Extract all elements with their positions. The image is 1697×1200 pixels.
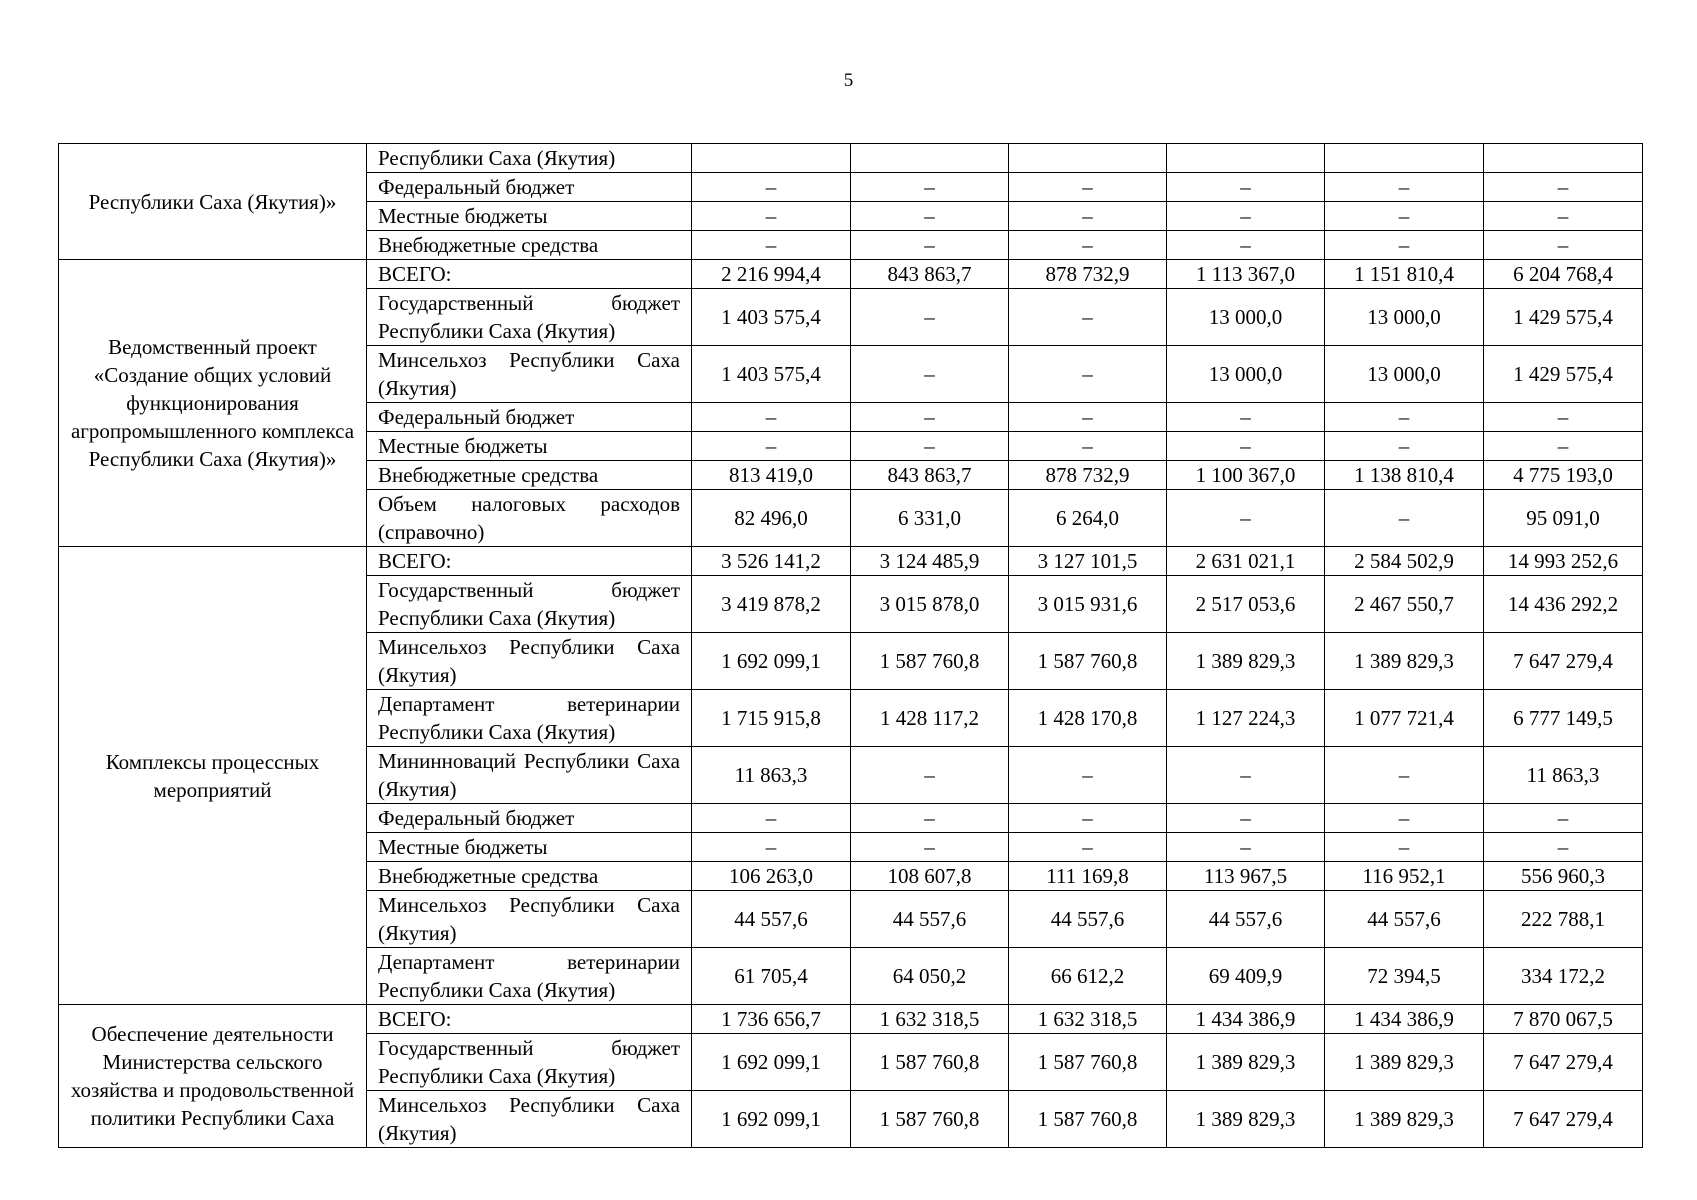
program-name-cell: Республики Саха (Якутия)» bbox=[59, 144, 367, 260]
value-cell: 1 692 099,1 bbox=[692, 1034, 851, 1091]
value-cell: – bbox=[1325, 173, 1484, 202]
funding-source-cell: Департамент ветеринарии Республики Саха (Якутия) bbox=[367, 948, 692, 1005]
value-cell: 11 863,3 bbox=[1484, 747, 1643, 804]
value-cell: 1 151 810,4 bbox=[1325, 260, 1484, 289]
value-cell: – bbox=[1325, 432, 1484, 461]
value-cell: 111 169,8 bbox=[1009, 862, 1167, 891]
value-cell bbox=[1009, 144, 1167, 173]
value-cell: – bbox=[851, 346, 1009, 403]
value-cell: 1 113 367,0 bbox=[1167, 260, 1325, 289]
value-cell: 6 777 149,5 bbox=[1484, 690, 1643, 747]
value-cell: – bbox=[1484, 231, 1643, 260]
value-cell: – bbox=[1325, 804, 1484, 833]
value-cell: 44 557,6 bbox=[1167, 891, 1325, 948]
value-cell: 1 587 760,8 bbox=[1009, 633, 1167, 690]
value-cell: – bbox=[851, 289, 1009, 346]
value-cell: 7 647 279,4 bbox=[1484, 1091, 1643, 1148]
value-cell: – bbox=[851, 804, 1009, 833]
value-cell: – bbox=[1009, 403, 1167, 432]
value-cell: 7 870 067,5 bbox=[1484, 1005, 1643, 1034]
value-cell: – bbox=[1325, 202, 1484, 231]
funding-source-cell: Федеральный бюджет bbox=[367, 173, 692, 202]
value-cell: 878 732,9 bbox=[1009, 461, 1167, 490]
value-cell: 44 557,6 bbox=[692, 891, 851, 948]
value-cell: – bbox=[692, 432, 851, 461]
value-cell: 3 419 878,2 bbox=[692, 576, 851, 633]
value-cell: – bbox=[1167, 202, 1325, 231]
value-cell: 13 000,0 bbox=[1325, 289, 1484, 346]
value-cell: 1 138 810,4 bbox=[1325, 461, 1484, 490]
value-cell: 7 647 279,4 bbox=[1484, 633, 1643, 690]
value-cell bbox=[1325, 144, 1484, 173]
value-cell: – bbox=[1167, 432, 1325, 461]
value-cell: – bbox=[692, 833, 851, 862]
value-cell: – bbox=[1009, 432, 1167, 461]
value-cell: – bbox=[692, 202, 851, 231]
value-cell: 1 403 575,4 bbox=[692, 346, 851, 403]
value-cell: – bbox=[1484, 833, 1643, 862]
value-cell: – bbox=[692, 231, 851, 260]
value-cell: 1 127 224,3 bbox=[1167, 690, 1325, 747]
value-cell bbox=[851, 144, 1009, 173]
value-cell: – bbox=[1167, 833, 1325, 862]
value-cell: 2 467 550,7 bbox=[1325, 576, 1484, 633]
value-cell: 6 264,0 bbox=[1009, 490, 1167, 547]
value-cell: – bbox=[1484, 202, 1643, 231]
value-cell: 13 000,0 bbox=[1167, 289, 1325, 346]
funding-source-cell: Государственный бюджет Республики Саха (Якутия) bbox=[367, 289, 692, 346]
funding-source-cell: Внебюджетные средства bbox=[367, 461, 692, 490]
funding-source-cell: Минсельхоз Республики Саха (Якутия) bbox=[367, 346, 692, 403]
value-cell: 813 419,0 bbox=[692, 461, 851, 490]
funding-source-cell: Федеральный бюджет bbox=[367, 403, 692, 432]
value-cell: – bbox=[1325, 490, 1484, 547]
funding-source-cell: Внебюджетные средства bbox=[367, 231, 692, 260]
value-cell: – bbox=[1167, 403, 1325, 432]
funding-source-cell: Федеральный бюджет bbox=[367, 804, 692, 833]
value-cell: 1 587 760,8 bbox=[1009, 1091, 1167, 1148]
value-cell: 1 428 117,2 bbox=[851, 690, 1009, 747]
value-cell: 843 863,7 bbox=[851, 461, 1009, 490]
value-cell: – bbox=[1167, 231, 1325, 260]
value-cell: 1 389 829,3 bbox=[1325, 1091, 1484, 1148]
funding-source-cell: Объем налоговых расходов (справочно) bbox=[367, 490, 692, 547]
value-cell: 1 429 575,4 bbox=[1484, 289, 1643, 346]
table-row bbox=[59, 260, 1643, 289]
funding-source-cell: Местные бюджеты bbox=[367, 833, 692, 862]
value-cell: 1 429 575,4 bbox=[1484, 346, 1643, 403]
value-cell: 64 050,2 bbox=[851, 948, 1009, 1005]
value-cell: 1 389 829,3 bbox=[1167, 1091, 1325, 1148]
table-row bbox=[59, 144, 1643, 173]
value-cell: 2 631 021,1 bbox=[1167, 547, 1325, 576]
program-name-cell: Комплексы процессных мероприятий bbox=[59, 547, 367, 1005]
value-cell: 1 587 760,8 bbox=[851, 1034, 1009, 1091]
value-cell: 222 788,1 bbox=[1484, 891, 1643, 948]
value-cell: 1 428 170,8 bbox=[1009, 690, 1167, 747]
funding-source-cell: Республики Саха (Якутия) bbox=[367, 144, 692, 173]
value-cell: – bbox=[1009, 289, 1167, 346]
value-cell: 4 775 193,0 bbox=[1484, 461, 1643, 490]
value-cell: – bbox=[851, 231, 1009, 260]
value-cell: 108 607,8 bbox=[851, 862, 1009, 891]
value-cell: 1 403 575,4 bbox=[692, 289, 851, 346]
funding-source-cell: Минсельхоз Республики Саха (Якутия) bbox=[367, 891, 692, 948]
value-cell bbox=[1484, 144, 1643, 173]
value-cell: 1 389 829,3 bbox=[1167, 633, 1325, 690]
value-cell: 113 967,5 bbox=[1167, 862, 1325, 891]
value-cell: 14 993 252,6 bbox=[1484, 547, 1643, 576]
value-cell bbox=[692, 144, 851, 173]
value-cell: – bbox=[692, 403, 851, 432]
value-cell: 1 692 099,1 bbox=[692, 633, 851, 690]
value-cell: 334 172,2 bbox=[1484, 948, 1643, 1005]
value-cell: – bbox=[1484, 173, 1643, 202]
value-cell: – bbox=[1325, 231, 1484, 260]
value-cell: 1 632 318,5 bbox=[1009, 1005, 1167, 1034]
value-cell: 2 216 994,4 bbox=[692, 260, 851, 289]
value-cell: 1 434 386,9 bbox=[1325, 1005, 1484, 1034]
value-cell: 1 100 367,0 bbox=[1167, 461, 1325, 490]
value-cell: 1 587 760,8 bbox=[851, 633, 1009, 690]
budget-table bbox=[58, 143, 1643, 1148]
value-cell: – bbox=[851, 173, 1009, 202]
value-cell: 13 000,0 bbox=[1167, 346, 1325, 403]
value-cell: 7 647 279,4 bbox=[1484, 1034, 1643, 1091]
value-cell: – bbox=[1009, 231, 1167, 260]
value-cell: 1 077 721,4 bbox=[1325, 690, 1484, 747]
program-name-cell: Ведомственный проект «Создание общих условий функционирования агропромышленного комплекса Республики Саха (Якутия)» bbox=[59, 260, 367, 547]
value-cell: 1 736 656,7 bbox=[692, 1005, 851, 1034]
value-cell: 1 715 915,8 bbox=[692, 690, 851, 747]
value-cell: 1 587 760,8 bbox=[1009, 1034, 1167, 1091]
value-cell: – bbox=[692, 804, 851, 833]
value-cell: 1 389 829,3 bbox=[1325, 1034, 1484, 1091]
value-cell: 13 000,0 bbox=[1325, 346, 1484, 403]
value-cell: 843 863,7 bbox=[851, 260, 1009, 289]
value-cell: 95 091,0 bbox=[1484, 490, 1643, 547]
value-cell: 69 409,9 bbox=[1167, 948, 1325, 1005]
funding-source-cell: ВСЕГО: bbox=[367, 1005, 692, 1034]
value-cell: 1 692 099,1 bbox=[692, 1091, 851, 1148]
value-cell: 1 587 760,8 bbox=[851, 1091, 1009, 1148]
value-cell: – bbox=[851, 747, 1009, 804]
value-cell: – bbox=[1167, 747, 1325, 804]
funding-source-cell: ВСЕГО: bbox=[367, 260, 692, 289]
value-cell: – bbox=[1009, 173, 1167, 202]
program-name-cell: Обеспечение деятельности Министерства сельского хозяйства и продовольственной политики Республики Саха bbox=[59, 1005, 367, 1148]
funding-source-cell: Государственный бюджет Республики Саха (Якутия) bbox=[367, 576, 692, 633]
value-cell: 106 263,0 bbox=[692, 862, 851, 891]
funding-source-cell: Минсельхоз Республики Саха (Якутия) bbox=[367, 633, 692, 690]
value-cell: – bbox=[1167, 490, 1325, 547]
funding-source-cell: Внебюджетные средства bbox=[367, 862, 692, 891]
value-cell: 6 331,0 bbox=[851, 490, 1009, 547]
value-cell: – bbox=[1325, 833, 1484, 862]
funding-source-cell: Государственный бюджет Республики Саха (Якутия) bbox=[367, 1034, 692, 1091]
value-cell: – bbox=[1009, 747, 1167, 804]
value-cell: 3 526 141,2 bbox=[692, 547, 851, 576]
value-cell: 3 127 101,5 bbox=[1009, 547, 1167, 576]
value-cell: 116 952,1 bbox=[1325, 862, 1484, 891]
value-cell: 14 436 292,2 bbox=[1484, 576, 1643, 633]
value-cell: – bbox=[1484, 403, 1643, 432]
table-row bbox=[59, 547, 1643, 576]
table-row bbox=[59, 1005, 1643, 1034]
value-cell: 1 434 386,9 bbox=[1167, 1005, 1325, 1034]
value-cell: – bbox=[692, 173, 851, 202]
value-cell: 1 632 318,5 bbox=[851, 1005, 1009, 1034]
value-cell: 556 960,3 bbox=[1484, 862, 1643, 891]
funding-source-cell: Минсельхоз Республики Саха (Якутия) bbox=[367, 1091, 692, 1148]
value-cell: 1 389 829,3 bbox=[1325, 633, 1484, 690]
value-cell: 44 557,6 bbox=[1009, 891, 1167, 948]
funding-source-cell: Местные бюджеты bbox=[367, 202, 692, 231]
value-cell bbox=[1167, 144, 1325, 173]
value-cell: – bbox=[1167, 173, 1325, 202]
value-cell: 11 863,3 bbox=[692, 747, 851, 804]
value-cell: 1 389 829,3 bbox=[1167, 1034, 1325, 1091]
value-cell: – bbox=[851, 833, 1009, 862]
value-cell: – bbox=[1009, 804, 1167, 833]
funding-source-cell: Департамент ветеринарии Республики Саха (Якутия) bbox=[367, 690, 692, 747]
value-cell: – bbox=[1484, 432, 1643, 461]
value-cell: 3 124 485,9 bbox=[851, 547, 1009, 576]
value-cell: 6 204 768,4 bbox=[1484, 260, 1643, 289]
funding-source-cell: Мининноваций Республики Саха (Якутия) bbox=[367, 747, 692, 804]
funding-source-cell: Местные бюджеты bbox=[367, 432, 692, 461]
value-cell: – bbox=[1325, 403, 1484, 432]
value-cell: – bbox=[1484, 804, 1643, 833]
value-cell: 61 705,4 bbox=[692, 948, 851, 1005]
value-cell: 44 557,6 bbox=[1325, 891, 1484, 948]
value-cell: – bbox=[851, 403, 1009, 432]
value-cell: 72 394,5 bbox=[1325, 948, 1484, 1005]
value-cell: 878 732,9 bbox=[1009, 260, 1167, 289]
value-cell: – bbox=[1009, 202, 1167, 231]
value-cell: 2 584 502,9 bbox=[1325, 547, 1484, 576]
value-cell: – bbox=[851, 202, 1009, 231]
value-cell: – bbox=[1167, 804, 1325, 833]
value-cell: 82 496,0 bbox=[692, 490, 851, 547]
funding-source-cell: ВСЕГО: bbox=[367, 547, 692, 576]
value-cell: 66 612,2 bbox=[1009, 948, 1167, 1005]
value-cell: – bbox=[851, 432, 1009, 461]
value-cell: 3 015 878,0 bbox=[851, 576, 1009, 633]
value-cell: – bbox=[1009, 833, 1167, 862]
value-cell: 44 557,6 bbox=[851, 891, 1009, 948]
value-cell: 3 015 931,6 bbox=[1009, 576, 1167, 633]
value-cell: – bbox=[1325, 747, 1484, 804]
budget-table-body bbox=[59, 144, 1643, 1148]
value-cell: – bbox=[1009, 346, 1167, 403]
page-number: 5 bbox=[843, 70, 854, 91]
value-cell: 2 517 053,6 bbox=[1167, 576, 1325, 633]
